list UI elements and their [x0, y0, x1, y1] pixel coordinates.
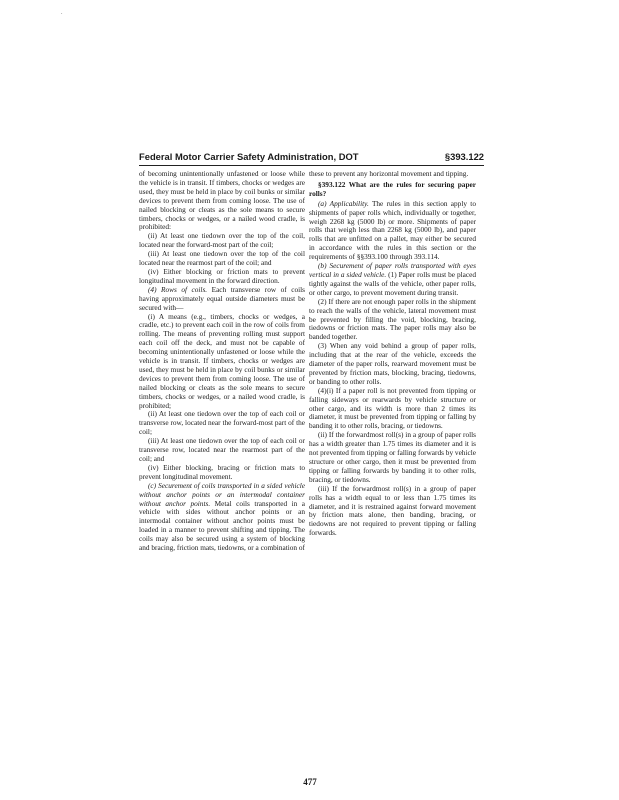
- paragraph-text: (i) A means (e.g., timbers, chocks or wedges, a cradle, etc.) to prevent each coil in the row of coils from rolling. The means of preventing rolling must support each coil off the deck, and must not be capable of becoming unintentionally unfastened or loose while the vehicle is in transit. If timbers, chocks or wedges are used, they must be held in place by coil bunks or similar devices to prevent them from coming loose. The use of nailed blocking or cleats as the sole means to secure timbers, chocks or wedges, or a nailed wood cradle, is prohibited;: [139, 311, 305, 410]
- paragraph: [309, 298, 476, 343]
- paragraph-text: (3) When any void behind a group of paper rolls, including that at the rear of the vehicle, exceeds the diameter of the paper rolls, rearward movement must be prevented by friction mats, blocking, bracing, tiedowns, or banding to other rolls.: [309, 341, 476, 386]
- paragraph-lead: (c) Securement of coils transported in a sided vehicle without anchor points or an intermodal container without anchor points.: [139, 480, 305, 508]
- paragraph-lead: (b) Securement of paper rolls transported with eyes vertical in a sided vehicle.: [309, 261, 476, 279]
- paragraph-text: (1) Paper rolls must be placed tightly against the walls of the vehicle, other paper rolls, or other cargo, to prevent movement during transit.: [309, 269, 476, 297]
- paragraph-text: (iii) If the forwardmost roll(s) in a group of paper rolls has a width equal to or less than 1.75 times its diameter, and it is restrained against forward movement by friction mats alone, then banding, bracing, or tiedowns are not required to prevent tipping or falling forwards.: [309, 483, 476, 538]
- right-column: [309, 170, 476, 770]
- paragraph-text: §393.122 What are the rules for securing paper rolls?: [309, 179, 476, 198]
- left-column: [139, 170, 305, 770]
- paragraph: [309, 200, 476, 262]
- paragraph: [139, 437, 305, 464]
- paragraph: [139, 464, 305, 482]
- paragraph-lead: (4) Rows of coils.: [148, 284, 208, 294]
- paragraph: [309, 170, 476, 179]
- paragraph: [139, 313, 305, 411]
- paragraph: [309, 262, 476, 298]
- paragraph: [309, 342, 476, 387]
- paragraph: [309, 387, 476, 432]
- header-agency: Federal Motor Carrier Safety Administration, DOT: [139, 151, 359, 162]
- paragraph-text: Metal coils transported in a vehicle with sides without anchor points or an intermodal container without anchor points must be loaded in a manner to prevent shifting and tipping. The coils may also be secured using a system of blocking and bracing, friction mats, tiedowns, or a combination of: [139, 498, 305, 553]
- paragraph: [139, 286, 305, 313]
- paragraph: [139, 232, 305, 250]
- paragraph-text: Each transverse row of coils having approximately equal outside diameters must be secured with—: [139, 284, 305, 312]
- paragraph: [139, 268, 305, 286]
- paragraph-text: of becoming unintentionally unfastened or loose while the vehicle is in transit. If timbers, chocks or wedges are used, they must be held in place by coil bunks or similar devices to prevent them from coming loose. The use of nailed blocking or cleats as the sole means to secure timbers, chocks or wedges, or a nailed wood cradle, is prohibited:: [139, 170, 305, 232]
- paragraph-text: (iii) At least one tiedown over the top of each coil or transverse row, located near the rearmost part of the coil; and: [139, 436, 305, 463]
- paragraph-text: (ii) If the forwardmost roll(s) in a group of paper rolls has a width greater than 1.75 times its diameter and it is not prevented from tipping or falling forwards by vehicle structure or other cargo, then it must be prevented from tipping or falling forwards by banding it to other rolls, bracing, or tiedowns.: [309, 430, 476, 484]
- running-header: [139, 151, 484, 166]
- paragraph-text: (iv) Either blocking, bracing or friction mats to prevent longitudinal movement.: [139, 462, 305, 481]
- paragraph-text: (2) If there are not enough paper rolls in the shipment to reach the walls of the vehicle, lateral movement must be prevented by filling the void, blocking, bracing, tiedowns or friction mats. The paper rolls may also be banded together.: [309, 296, 476, 342]
- paragraph: [139, 482, 305, 553]
- paragraph-text: these to prevent any horizontal movement and tipping.: [309, 170, 469, 178]
- paragraph: [139, 170, 305, 232]
- paragraph: [139, 410, 305, 437]
- paragraph-lead: (a) Applicability.: [318, 198, 369, 208]
- paragraph-text: The rules in this section apply to shipments of paper rolls which, individually or together, weigh 2268 kg (5000 lb) or more. Shipments of paper rolls that weigh less than 2268 kg (5000 lb), and paper rolls that are unfitted on a pallet, may either be secured in accordance with the rules in this section or the requirements of §§393.100 through 393.114.: [309, 198, 476, 262]
- paragraph-text: (iv) Either blocking or friction mats to prevent longitudinal movement in the forward direction.: [139, 266, 305, 285]
- page-number: 477: [303, 777, 317, 787]
- paragraph-text: (4)(i) If a paper roll is not prevented from tipping or falling sideways or rearwards by vehicle structure or other cargo, and its width is more than 2 times its diameter, it must be prevented from tipping or falling by banding it to other rolls, bracing, or tiedowns.: [309, 385, 476, 431]
- paragraph: [309, 431, 476, 484]
- section-heading: [309, 181, 476, 199]
- paragraph-text: (iii) At least one tiedown over the top of the coil located near the rearmost part of the coil; and: [139, 249, 305, 268]
- paragraph-text: (ii) At least one tiedown over the top of the coil, located near the forward-most part of the coil;: [139, 231, 305, 250]
- paragraph: [309, 485, 476, 538]
- paragraph: [139, 250, 305, 268]
- scan-mark: .: [61, 10, 63, 16]
- header-section: §393.122: [444, 151, 484, 162]
- paragraph-text: (ii) At least one tiedown over the top of each coil or transverse row, located near the forward-most part of the coil;: [139, 409, 305, 437]
